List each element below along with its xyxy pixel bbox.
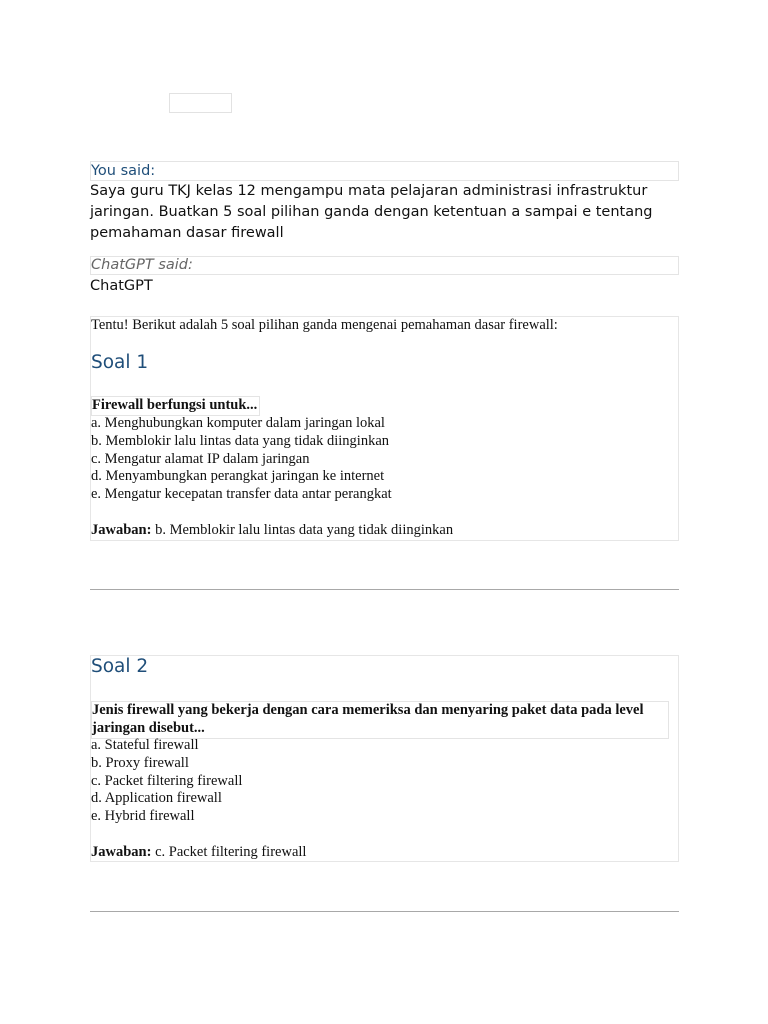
question-line: Jenis firewall yang bekerja dengan cara memeriksa dan menyaring paket data pada level [92, 702, 644, 718]
empty-box [169, 93, 232, 113]
question-line: Firewall berfungsi untuk... [92, 397, 258, 413]
option-a: a. Menghubungkan komputer dalam jaringan lokal [91, 415, 385, 431]
question-2-answer [91, 844, 306, 862]
option-b: b. Proxy firewall [91, 754, 189, 771]
divider [90, 589, 679, 590]
option-d: d. Application firewall [91, 790, 222, 807]
chatgpt-name: ChatGPT [90, 278, 153, 294]
option-a: a. Stateful firewall [91, 737, 199, 753]
question-2-text [91, 701, 669, 739]
answer-value: b. Memblokir lalu lintas data yang tidak diinginkan [155, 522, 454, 538]
option-d: d. Menyambungkan perangkat jaringan ke internet [91, 468, 385, 485]
response-block-1 [90, 316, 679, 541]
question-1-text [91, 396, 260, 416]
user-message-line: jaringan. Buatkan 5 soal pilihan ganda dengan ketentuan a sampai e tentang [90, 204, 653, 220]
chatgpt-said-label: ChatGPT said: [90, 256, 679, 275]
question-2-title: Soal 2 [91, 656, 149, 677]
response-block-2 [90, 655, 679, 862]
question-2-options [91, 737, 242, 826]
option-e: e. Mengatur kecepatan transfer data antar perangkat [91, 486, 392, 503]
question-1-options [91, 415, 392, 504]
you-said-label: You said: [90, 161, 679, 181]
option-b: b. Memblokir lalu lintas data yang tidak diinginkan [91, 432, 390, 449]
option-c: c. Packet filtering firewall [91, 772, 243, 789]
question-line: jaringan disebut... [92, 719, 205, 736]
user-message [90, 181, 690, 244]
divider [90, 911, 679, 912]
answer-value: c. Packet filtering firewall [155, 844, 307, 860]
response-intro: Tentu! Berikut adalah 5 soal pilihan ganda mengenai pemahaman dasar firewall: [91, 317, 558, 333]
option-e: e. Hybrid firewall [91, 808, 195, 825]
user-message-line: Saya guru TKJ kelas 12 mengampu mata pelajaran administrasi infrastruktur [90, 183, 648, 199]
user-message-line: pemahaman dasar firewall [90, 225, 284, 241]
question-1-answer [91, 522, 453, 540]
answer-label: Jawaban: [91, 522, 152, 538]
option-c: c. Mengatur alamat IP dalam jaringan [91, 450, 310, 467]
question-1-title: Soal 1 [91, 352, 149, 373]
answer-label: Jawaban: [91, 844, 152, 860]
